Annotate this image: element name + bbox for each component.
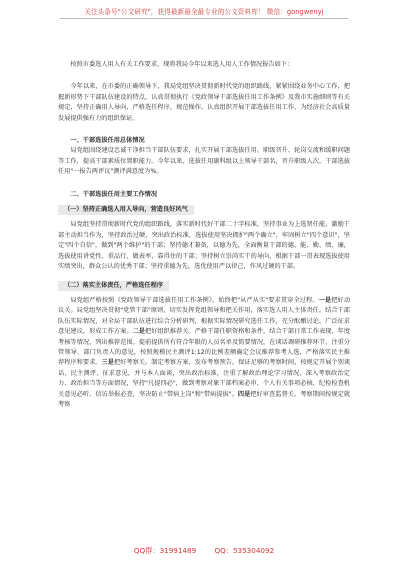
document-body <box>58 60 350 410</box>
point-3-label: 三是 <box>101 359 114 367</box>
subsection-2-label: （二）落实主体责任，严格选任程序 <box>58 281 169 291</box>
header-banner: 关注头条号"公文研究"，获得最新最全最专业的公文资料库！ 微信：gongwenyj <box>84 8 324 16</box>
subsection-1-heading <box>58 205 350 215</box>
point-2-text: 把好组织推荐关。严格干部任职资格和条件，结合干部日常工作表现、年度考核等情况，列出推荐范围。提前提供所有符合年限的人员名单及简要情况，在谈话调研推荐环节，注重分管领导、部门负责人的意见，按照规模民主测评1:12的比例差额确定会议推荐参考人选，严格落实民主推荐程序和要求。 <box>58 328 351 367</box>
intro-paragraph-1: 按照市委选人用人有关工作要求，现将我局今年以来选人用人工作情况报告如下： <box>70 61 294 68</box>
section-1-body: 局党组围绕建设忠诚干净担当干部队伍要求，扎实开展干部选拔任用、职级晋升、轮岗交流和缓职问题等工作，提高干部素质位置职能力。今年以来，选拔任用副科级以上领导干部名，晋升职级人次，干部选拔任用"一报告两评议"测评满意度为%。 <box>58 147 350 176</box>
section-2-heading: 二、干部选拔任用主要工作情况 <box>70 190 158 198</box>
header-divider <box>60 18 348 19</box>
subsection-2-heading <box>58 281 350 291</box>
point-2-label: 二是 <box>132 328 145 336</box>
spacer <box>58 70 350 82</box>
spacer <box>58 178 350 190</box>
subsection-1-body: 局党组坚持贯彻新时代党的组织路线，落实新时代好干部二十字标准，坚持事业为上选贤任能，激励干部主动担当作为，坚持政治过硬，突出政治标准，选拔使用坚决拥护"两个确立"，牢固树立"四个意识"，坚定"四个自信"，做到"两个维护"的干部；坚持德才兼备，以德为先，全面衡量干部的德、能、勤、绩、廉，选拔使用讲党性、重品行、做表率、靠得住的干部；坚持树立崇尚实干的导向，根据干部一贯表现选拔使用实绩突出，群众公认的优秀干部；坚持重德为先，选优使用严以律己，作风过硬的干部。 <box>58 221 350 271</box>
point-3-text: 把好考察关。制定考察方案，发布考察预告，保证足够的考察时间，按规定开展个别谈话、民主测评、征求意见，并与本人面谈，突出政治标准，注重了解政治理论学习情况，深入考察政治定力、政治担当等方面情况，坚持"凡提四必"，做到考察对象干部档案必审、个人有关事项必核、纪检检查机关意见必听、信访举报必查，坚决防止"带病上岗"和"带病提拔"。 <box>58 359 351 398</box>
subsection-1-label: （一）坚持正确选人用人导向，营造良好风气 <box>58 205 194 215</box>
point-4-text: 把好审查监督关。考察期间按规定就考察 <box>58 390 351 408</box>
point-1-text: 把好动议关。局党组坚决贯彻"党管干部"原则，切实发挥党组领导和把关作用，落实选人用人主体责任。结合干部队伍实际情况，对全局干部队伍进行综合分析研判，根据实际情况研究选任工作，充分酝酿讨论，广泛征求意见建议，形成工作方案。 <box>58 296 351 336</box>
footer-contact <box>0 546 408 556</box>
subsection-2-body <box>58 296 350 410</box>
point-1-label: 一是 <box>318 296 332 304</box>
section-1-heading: 一、干部选拔任用总体情况 <box>70 137 145 145</box>
subsection-2-lead: 局党组严格按照《党政领导干部选拔任用工作条例》，始终把"从严从实"要求贯穿全过程。 <box>70 296 319 304</box>
point-4-label: 四是 <box>237 390 251 398</box>
footer-qq-group: QQ群：31991489 <box>133 546 197 555</box>
intro-paragraph-2: 今年以来，在市委的正确领导下，我局党组坚决贯彻新时代党的组织路线，紧紧围绕业务中心工作，把握新形势下干部队伍建设的特点，认真贯彻执行《党政领导干部选拔任用工作条例》及我市实施细则等有关规定，坚持正确用人导向，严格选任程序，规范操作，认真组织开展干部选拔任用工作，为经济社会高质量发展提供强有力的组织保证。 <box>58 83 350 122</box>
spacer <box>58 124 350 136</box>
footer-qq: QQ：535304092 <box>214 546 275 555</box>
